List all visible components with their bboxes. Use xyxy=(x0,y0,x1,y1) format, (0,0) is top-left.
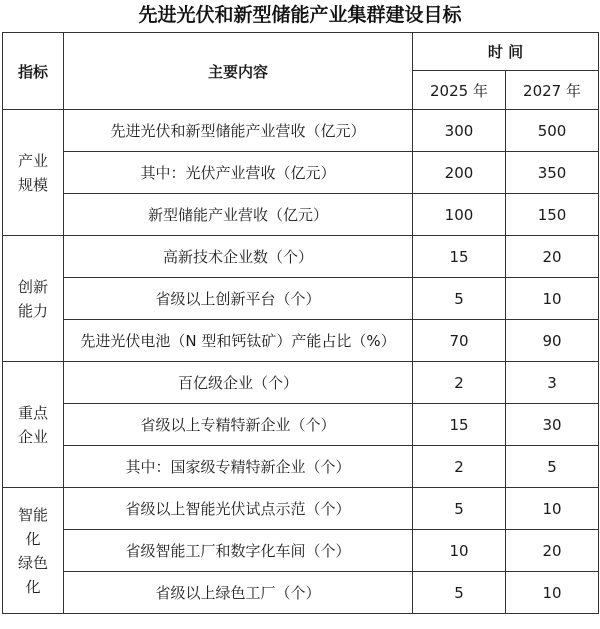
table-row xyxy=(3,194,599,236)
content-cell: 省级以上专精特新企业（个） xyxy=(64,404,413,446)
content-cell: 高新技术企业数（个） xyxy=(64,236,413,278)
content-cell: 省级以上智能光伏试点示范（个） xyxy=(64,488,413,530)
value-2027-cell: 90 xyxy=(506,320,599,362)
value-2025-cell: 2 xyxy=(413,362,506,404)
value-2025-cell: 100 xyxy=(413,194,506,236)
value-2027-cell: 20 xyxy=(506,530,599,572)
value-2025-cell: 2 xyxy=(413,446,506,488)
value-2025-cell: 10 xyxy=(413,530,506,572)
table-row xyxy=(3,278,599,320)
table-row xyxy=(3,572,599,614)
category-line: 规模 xyxy=(17,175,48,194)
value-2025-cell: 15 xyxy=(413,236,506,278)
category-cell xyxy=(3,110,64,236)
category-line: 智能 xyxy=(17,505,48,524)
table-row xyxy=(3,236,599,278)
table-row xyxy=(3,530,599,572)
table-row xyxy=(3,404,599,446)
value-2027-cell: 20 xyxy=(506,236,599,278)
header-row xyxy=(3,33,599,71)
content-cell: 省级智能工厂和数字化车间（个） xyxy=(64,530,413,572)
content-cell: 省级以上创新平台（个） xyxy=(64,278,413,320)
value-2027-cell: 5 xyxy=(506,446,599,488)
content-cell: 新型储能产业营收（亿元） xyxy=(64,194,413,236)
table-row xyxy=(3,320,599,362)
value-2027-cell: 10 xyxy=(506,488,599,530)
header-time: 时 间 xyxy=(413,33,599,71)
table-row xyxy=(3,488,599,530)
category-line: 创新 xyxy=(17,277,48,296)
category-line: 化 xyxy=(25,577,41,596)
content-cell: 百亿级企业（个） xyxy=(64,362,413,404)
header-content: 主要内容 xyxy=(64,33,413,110)
value-2027-cell: 150 xyxy=(506,194,599,236)
header-year-2025: 2025 年 xyxy=(413,71,506,110)
content-cell: 省级以上绿色工厂（个） xyxy=(64,572,413,614)
header-indicator: 指标 xyxy=(3,33,64,110)
content-cell: 其中：光伏产业营收（亿元） xyxy=(64,152,413,194)
value-2027-cell: 10 xyxy=(506,278,599,320)
value-2027-cell: 10 xyxy=(506,572,599,614)
content-cell: 先进光伏电池（N 型和钙钛矿）产能占比（%） xyxy=(64,320,413,362)
category-cell xyxy=(3,236,64,362)
table-row xyxy=(3,362,599,404)
value-2027-cell: 500 xyxy=(506,110,599,152)
value-2027-cell: 350 xyxy=(506,152,599,194)
category-line: 企业 xyxy=(17,427,48,446)
category-line: 化 xyxy=(25,529,41,548)
table-row xyxy=(3,152,599,194)
category-line: 重点 xyxy=(17,403,48,422)
category-line: 绿色 xyxy=(17,553,48,572)
table-row xyxy=(3,446,599,488)
value-2025-cell: 5 xyxy=(413,278,506,320)
content-cell: 其中：国家级专精特新企业（个） xyxy=(64,446,413,488)
targets-table xyxy=(2,32,599,614)
content-cell: 先进光伏和新型储能产业营收（亿元） xyxy=(64,110,413,152)
value-2025-cell: 70 xyxy=(413,320,506,362)
value-2027-cell: 30 xyxy=(506,404,599,446)
value-2025-cell: 5 xyxy=(413,572,506,614)
value-2025-cell: 300 xyxy=(413,110,506,152)
value-2027-cell: 3 xyxy=(506,362,599,404)
document-title: 先进光伏和新型储能产业集群建设目标 xyxy=(138,4,462,26)
table-row xyxy=(3,110,599,152)
value-2025-cell: 15 xyxy=(413,404,506,446)
value-2025-cell: 5 xyxy=(413,488,506,530)
category-line: 产业 xyxy=(17,151,48,170)
header-year-2027: 2027 年 xyxy=(506,71,599,110)
category-cell xyxy=(3,362,64,488)
value-2025-cell: 200 xyxy=(413,152,506,194)
category-cell xyxy=(3,488,64,614)
category-line: 能力 xyxy=(17,301,48,320)
